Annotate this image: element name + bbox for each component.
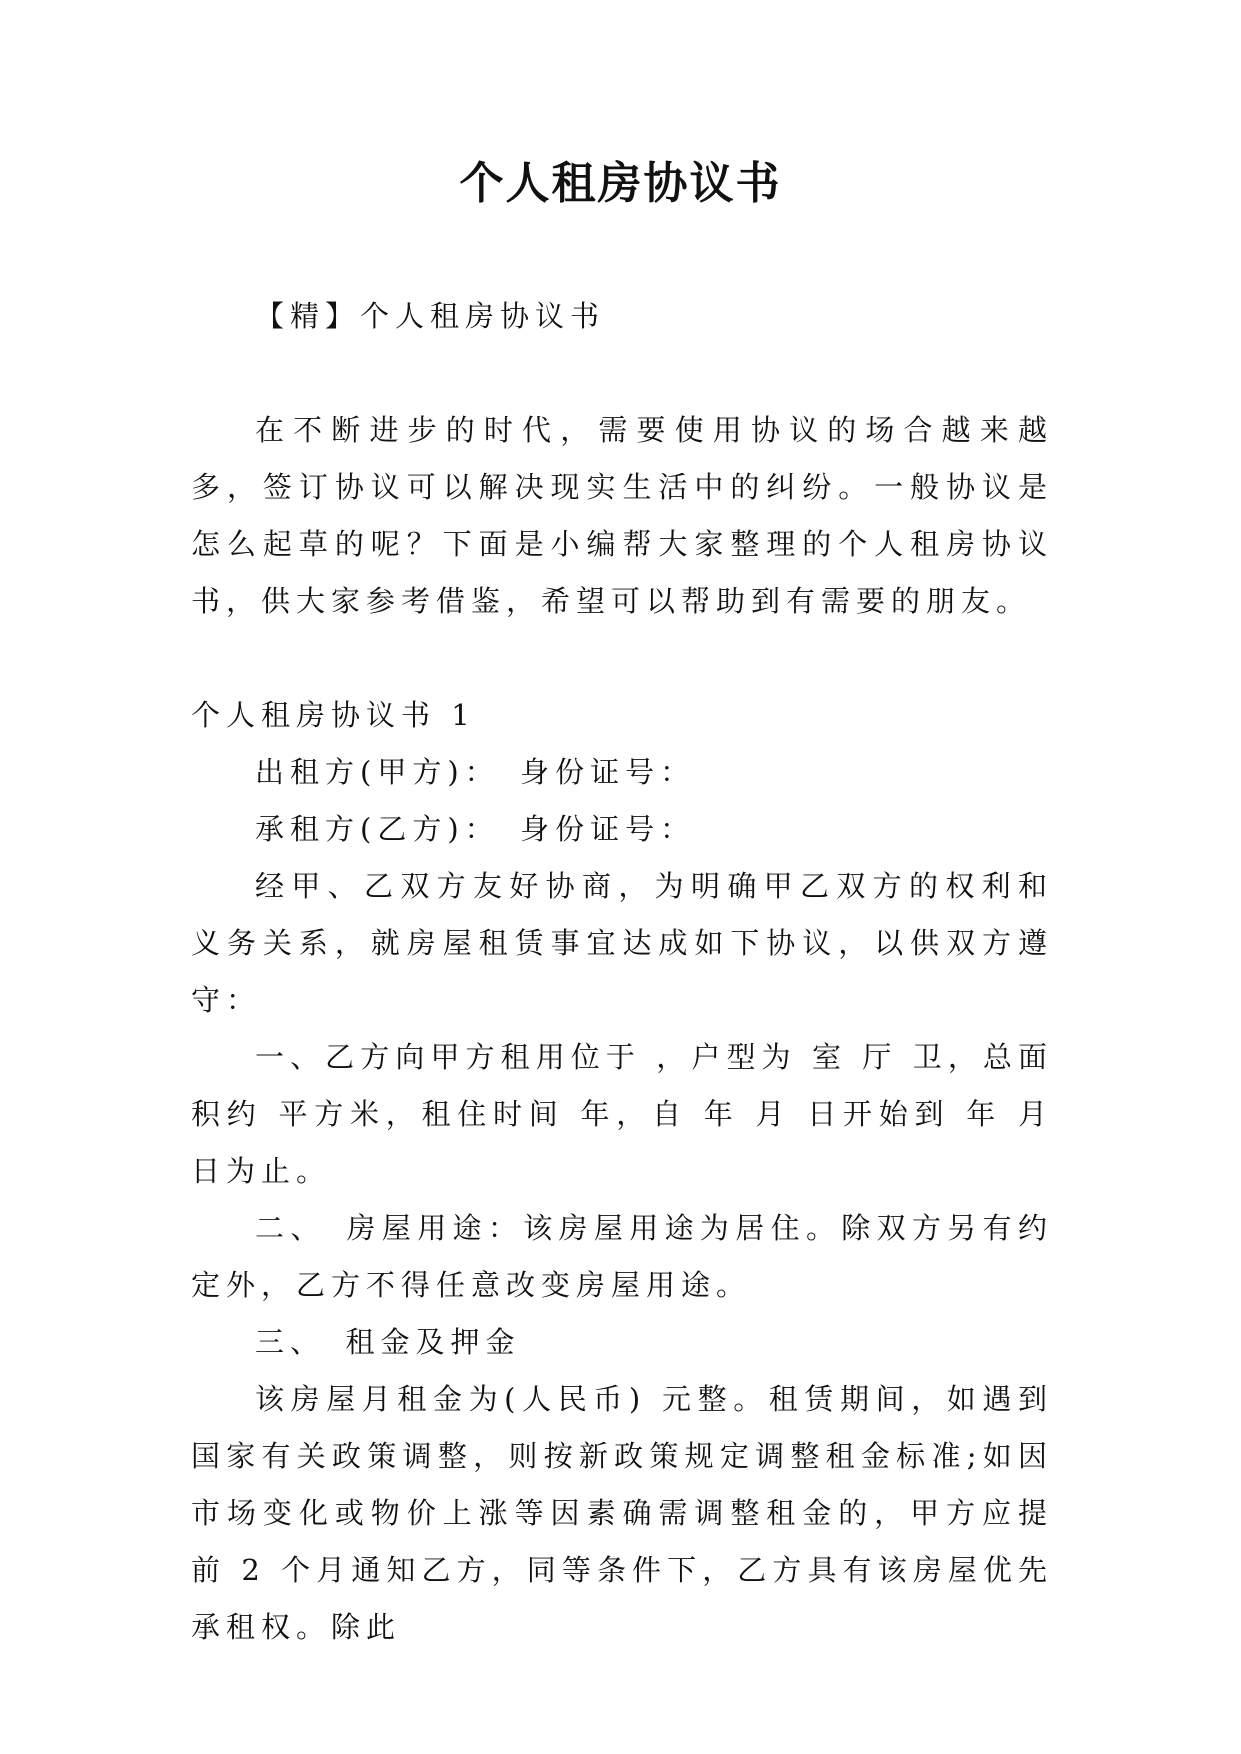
party-a-line: 出租方(甲方)： 身份证号：	[255, 755, 696, 789]
preamble-paragraph: 经甲、乙双方友好协商，为明确甲乙双方的权利和义务关系，就房屋租赁事宜达成如下协议，以供双方遵守：	[191, 869, 1053, 1017]
section-heading: 个人租房协议书 1	[191, 698, 476, 732]
intro-paragraph: 在不断进步的时代，需要使用协议的场合越来越多，签订协议可以解决现实生活中的纠纷。一般协议是怎么起草的呢？下面是小编帮大家整理的个人租房协议书，供大家参考借鉴，希望可以帮助到有需要的朋友。	[191, 413, 1053, 618]
document-subtitle: 【精】个人租房协议书	[255, 299, 606, 333]
clause-3-text: 该房屋月租金为(人民币) 元整。租赁期间，如遇到国家有关政策调整，则按新政策规定调整租金标准;如因市场变化或物价上涨等因素确需调整租金的，甲方应提前 2 个月通知乙方，同等条件下，乙方具有该房屋优先承租权。除此	[191, 1382, 1053, 1644]
clause-2: 二、 房屋用途：该房屋用途为居住。除双方另有约定外，乙方不得任意改变房屋用途。	[191, 1211, 1053, 1302]
document-title: 个人租房协议书	[459, 158, 782, 209]
party-b-line: 承租方(乙方)： 身份证号：	[255, 812, 696, 846]
clause-3-heading: 三、 租金及押金	[255, 1325, 521, 1359]
document-body	[191, 288, 1053, 1656]
clause-1: 一、乙方向甲方租用位于 ，户型为 室 厅 卫，总面积约 平方米，租住时间 年，自 年 月 日开始到 年 月 日为止。	[191, 1040, 1053, 1188]
